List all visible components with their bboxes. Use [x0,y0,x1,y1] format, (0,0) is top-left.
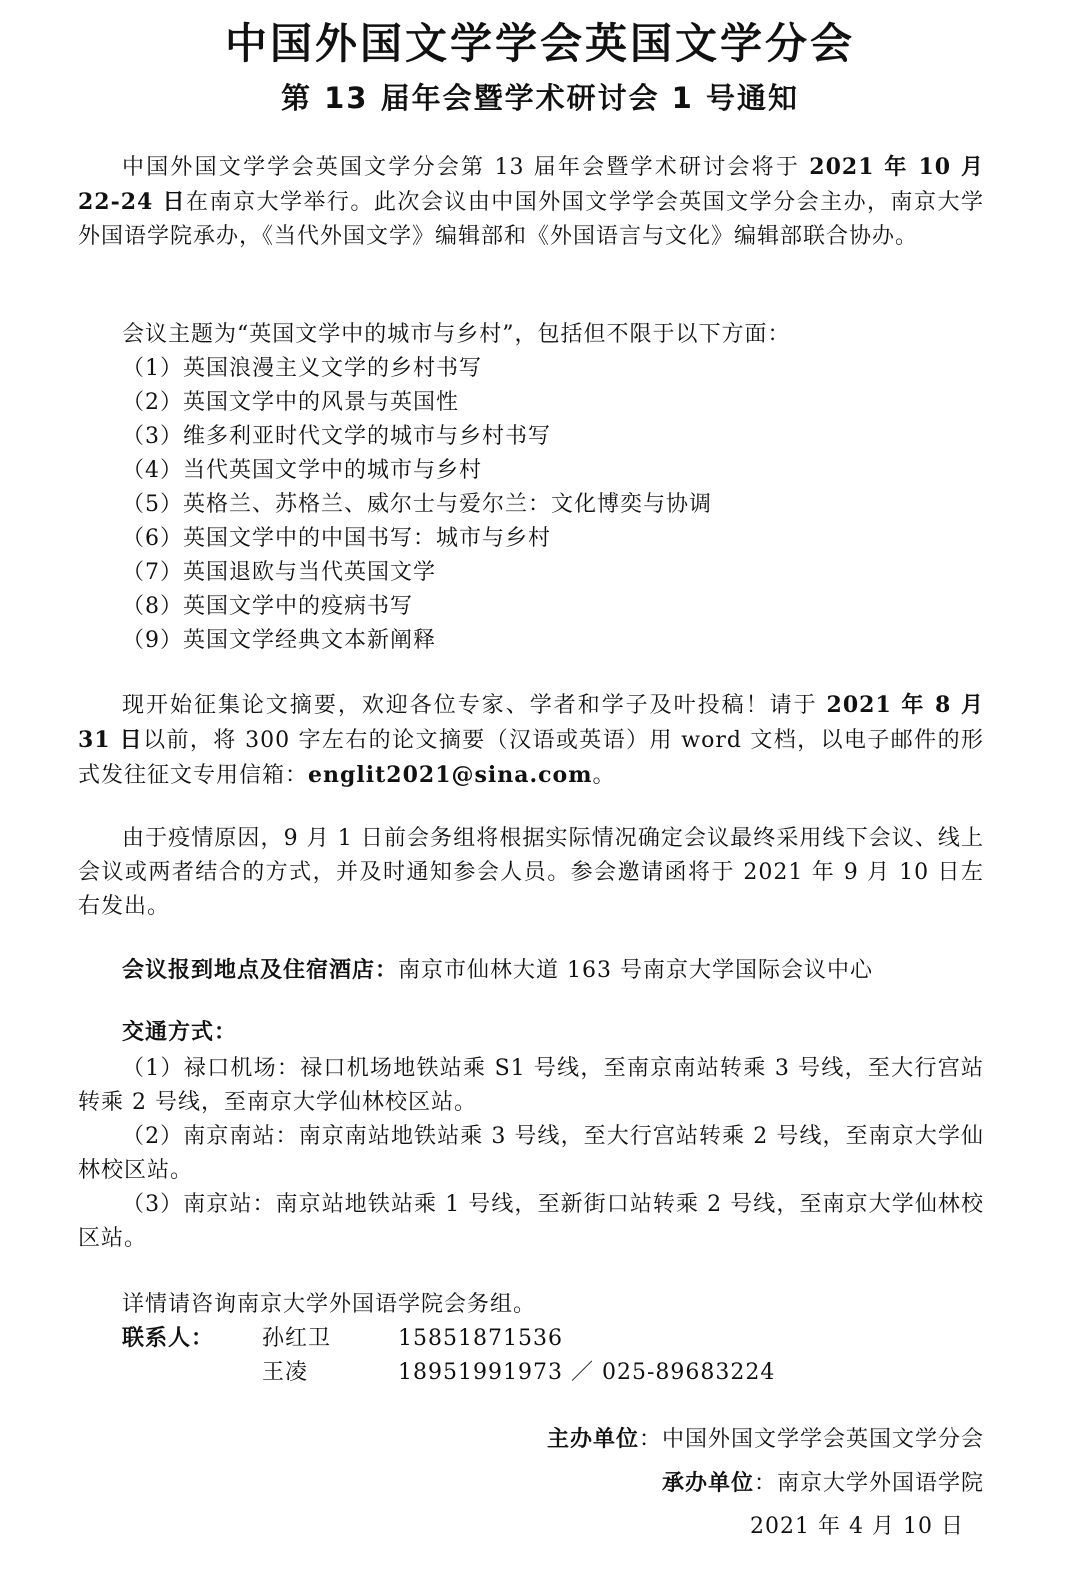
document-subtitle: 第 13 届年会暨学术研讨会 1 号通知 [281,81,799,115]
theme-item: （6）英国文学中的中国书写：城市与乡村 [122,526,551,551]
contact-label: 联系人： [122,1326,215,1351]
call-for-papers [78,688,984,793]
host-line [547,1422,984,1458]
host-separator: ： [638,1427,662,1452]
transport-item: （3）南京站：南京站地铁站乘 1 号线，至新街口站转乘 2 号线，至南京大学仙林校区站。 [78,1192,984,1251]
organizer-line [662,1466,984,1502]
theme-intro: 会议主题为“英国文学中的城市与乡村”，包括但不限于以下方面： [122,322,791,347]
document-title: 中国外国文学学会英国文学分会 [224,19,855,68]
covid-notice: 由于疫情原因，9 月 1 日前会务组将根据实际情况确定会议最终采用线下会议、线上会议或两者结合的方式，并及时通知参会人员。参会邀请函将于 2021 年 9 月 10 日左右发出。 [78,826,984,919]
submission-email: englit2021@sina.com [308,762,593,788]
transport-item: （1）禄口机场：禄口机场地铁站乘 S1 号线，至南京南站转乘 3 号线，至大行宫站转乘 2 号线，至南京大学仙林校区站。 [78,1056,984,1115]
submission-deadline: 2021 年 8 月 31 日 [78,692,984,753]
transport-label: 交通方式： [122,1020,238,1045]
theme-item: （4）当代英国文学中的城市与乡村 [122,458,482,483]
host-label: 主办单位 [546,1427,639,1452]
venue-paragraph [78,954,984,988]
host-name: 中国外国文学学会英国文学分会 [661,1427,984,1452]
theme-list [122,352,712,658]
call-text-1: 现开始征集论文摘要，欢迎各位专家、学者和学子及叶投稿！请于 [122,693,827,718]
document-date: 2021 年 4 月 10 日 [750,1514,964,1539]
theme-item: （7）英国退欧与当代英国文学 [122,560,436,585]
venue-label: 会议报到地点及住宿酒店： [122,958,399,983]
call-text-2: 以前，将 300 字左右的论文摘要（汉语或英语）用 word 文档，以电子邮件的形式发往征文专用信箱： [78,728,984,788]
intro-text-2: 在南京大学举行。此次会议由中国外国文学学会英国文学分会主办，南京大学外国语学院承办，《当代外国文学》编辑部和《外国语言与文化》编辑部联合协办。 [78,190,984,249]
intro-text-1: 中国外国文学学会英国文学分会第 13 届年会暨学术研讨会将于 [122,155,810,180]
theme-item: （9）英国文学经典文本新阐释 [122,628,436,653]
transport-item: （2）南京南站：南京南站地铁站乘 3 号线，至大行宫站转乘 2 号线，至南京大学仙林校区站。 [78,1124,984,1183]
contact-intro: 详情请咨询南京大学外国语学院会务组。 [122,1292,537,1317]
venue-address: 南京市仙林大道 163 号南京大学国际会议中心 [398,958,873,983]
theme-item: （1）英国浪漫主义文学的乡村书写 [122,356,482,381]
contact-name: 孙红卫 [262,1326,332,1351]
theme-item: （5）英格兰、苏格兰、威尔士与爱尔兰：文化博奕与协调 [122,492,712,517]
contact-phone: 18951991973 ／ 025-89683224 [398,1360,776,1385]
theme-item: （2）英国文学中的风景与英国性 [122,390,459,415]
transport-heading [78,1016,984,1050]
theme-item: （8）英国文学中的疫病书写 [122,594,413,619]
intro-paragraph [78,150,984,254]
theme-item: （3）维多利亚时代文学的城市与乡村书写 [122,424,551,449]
organizer-name: 南京大学外国语学院 [776,1471,984,1496]
call-text-3: 。 [592,763,616,788]
organizer-label: 承办单位 [661,1471,754,1496]
organizer-separator: ： [753,1471,777,1496]
conference-date: 2021 年 10 月 22-24 日 [78,154,984,215]
contact-phone: 15851871536 [398,1326,563,1351]
contact-name: 王凌 [262,1360,309,1385]
